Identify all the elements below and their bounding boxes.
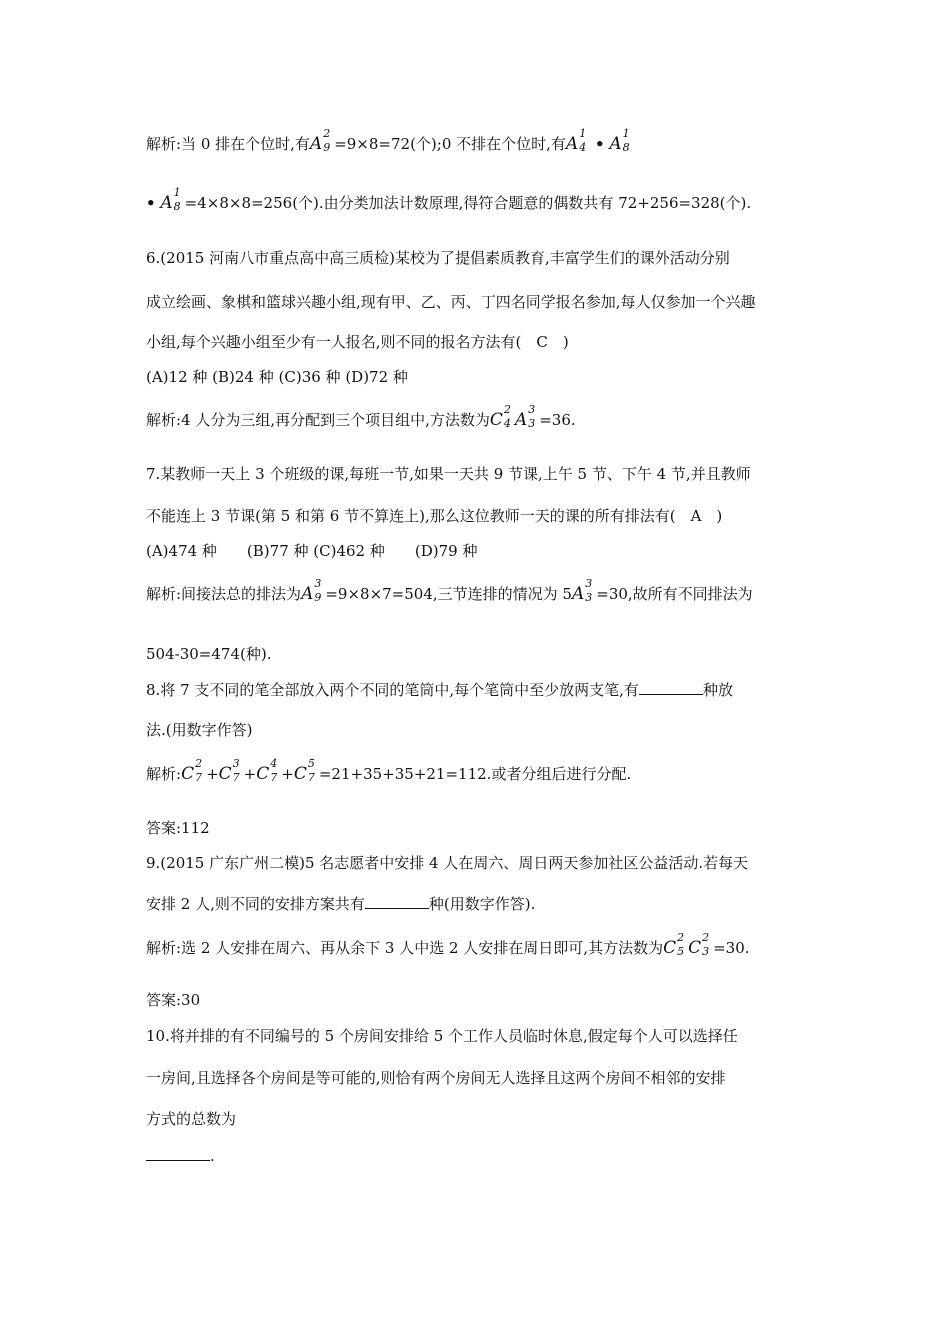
text: 解析:间接法总的排法为 bbox=[146, 585, 302, 603]
q5-solution-line2 bbox=[146, 186, 752, 213]
text: =30. bbox=[713, 939, 750, 957]
answer-blank bbox=[365, 894, 429, 909]
text: =9×8=72(个);0 不排在个位时,有 bbox=[334, 135, 566, 153]
text: =30,故所有不同排法为 bbox=[596, 585, 753, 603]
math-A92: A 2 9 bbox=[309, 127, 331, 154]
math-C74: C 4 7 bbox=[256, 757, 278, 784]
multiply-dot: • bbox=[594, 135, 605, 153]
q7-line2: 不能连上 3 节课(第 5 和第 6 节不算连上),那么这位教师一天的课的所有排法有( A ) bbox=[146, 507, 723, 525]
text: =21+35+35+21=112.或者分组后进行分配. bbox=[318, 765, 632, 783]
q6-line1: 6.(2015 河南八市重点高中高三质检)某校为了提倡素质教育,丰富学生们的课外活动分别 bbox=[146, 249, 730, 267]
math-C72: C 2 7 bbox=[181, 757, 203, 784]
q6-line3: 小组,每个兴趣小组至少有一人报名,则不同的报名方法有( C ) bbox=[146, 333, 569, 351]
text: =4×8×8=256(个).由分类加法计数原理,得符合题意的偶数共有 72+256=328(个). bbox=[184, 194, 752, 212]
q6-options: (A)12 种 (B)24 种 (C)36 种 (D)72 种 bbox=[146, 368, 408, 386]
math-C75: C 5 7 bbox=[293, 757, 315, 784]
answer-blank bbox=[146, 1146, 210, 1161]
q10-line2: 一房间,且选择各个房间是等可能的,则恰有两个房间无人选择且这两个房间不相邻的安排 bbox=[146, 1069, 726, 1087]
text: 解析:当 0 排在个位时,有 bbox=[146, 135, 310, 153]
math-A81: A 1 8 bbox=[609, 127, 630, 154]
math-C32: C 2 3 bbox=[688, 931, 710, 958]
q8-line1 bbox=[146, 680, 733, 700]
q10-line3: 方式的总数为 bbox=[146, 1110, 237, 1128]
q7-solution-line2: 504-30=474(种). bbox=[146, 645, 272, 663]
math-C42: C 2 4 bbox=[489, 403, 511, 430]
text: 安排 2 人,则不同的安排方案共有 bbox=[146, 895, 365, 913]
q10-line4 bbox=[146, 1146, 215, 1166]
text: . bbox=[210, 1147, 215, 1165]
multiply-dot: • bbox=[146, 194, 156, 212]
q6-solution bbox=[146, 403, 576, 430]
text: 解析:4 人分为三组,再分配到三个项目组中,方法数为 bbox=[146, 411, 490, 429]
q6-line2: 成立绘画、象棋和篮球兴趣小组,现有甲、乙、丙、丁四名同学报名参加,每人仅参加一个兴趣 bbox=[146, 293, 756, 311]
math-A81: A 1 8 bbox=[160, 186, 181, 213]
text: 解析: bbox=[146, 765, 182, 783]
math-A33: A 3 3 bbox=[571, 577, 593, 604]
q9-answer: 答案:30 bbox=[146, 991, 201, 1009]
math-C73: C 3 7 bbox=[218, 757, 240, 784]
q8-line2: 法.(用数字作答) bbox=[146, 721, 253, 739]
text: =36. bbox=[539, 411, 576, 429]
q10-line1: 10.将并排的有不同编号的 5 个房间安排给 5 个工作人员临时休息,假定每个人可以选择任 bbox=[146, 1027, 738, 1045]
text: =9×8×7=504,三节连排的情况为 5 bbox=[325, 585, 572, 603]
math-A93: A 3 9 bbox=[301, 577, 322, 604]
text: 解析:选 2 人安排在周六、再从余下 3 人中选 2 人安排在周日即可,其方法数为 bbox=[146, 939, 664, 957]
q9-line2 bbox=[146, 894, 535, 914]
q8-answer: 答案:112 bbox=[146, 819, 210, 837]
text: 种放 bbox=[702, 681, 733, 699]
q7-solution bbox=[146, 577, 753, 604]
q9-line1: 9.(2015 广东广州二模)5 名志愿者中安排 4 人在周六、周日两天参加社区公益活动.若每天 bbox=[146, 854, 749, 872]
math-A33: A 3 3 bbox=[514, 403, 536, 430]
q8-solution: 解析:C 2 7 +C 3 7 +C 4 7 +C 5 7 =21+35+35+21=112.或者分组后进行分配. bbox=[146, 757, 632, 784]
q7-options: (A)474 种 (B)77 种 (C)462 种 (D)79 种 bbox=[146, 542, 478, 560]
q9-solution bbox=[146, 931, 750, 958]
q7-line1: 7.某教师一天上 3 个班级的课,每班一节,如果一天共 9 节课,上午 5 节、下午 4 节,并且教师 bbox=[146, 465, 751, 483]
answer-blank bbox=[639, 680, 703, 695]
math-C52: C 2 5 bbox=[663, 931, 685, 958]
text: 种(用数字作答). bbox=[428, 895, 536, 913]
text: 8.将 7 支不同的笔全部放入两个不同的笔筒中,每个笔筒中至少放两支笔,有 bbox=[146, 681, 639, 699]
math-A41: A 1 4 bbox=[565, 127, 587, 154]
q5-solution-line1 bbox=[146, 127, 634, 154]
